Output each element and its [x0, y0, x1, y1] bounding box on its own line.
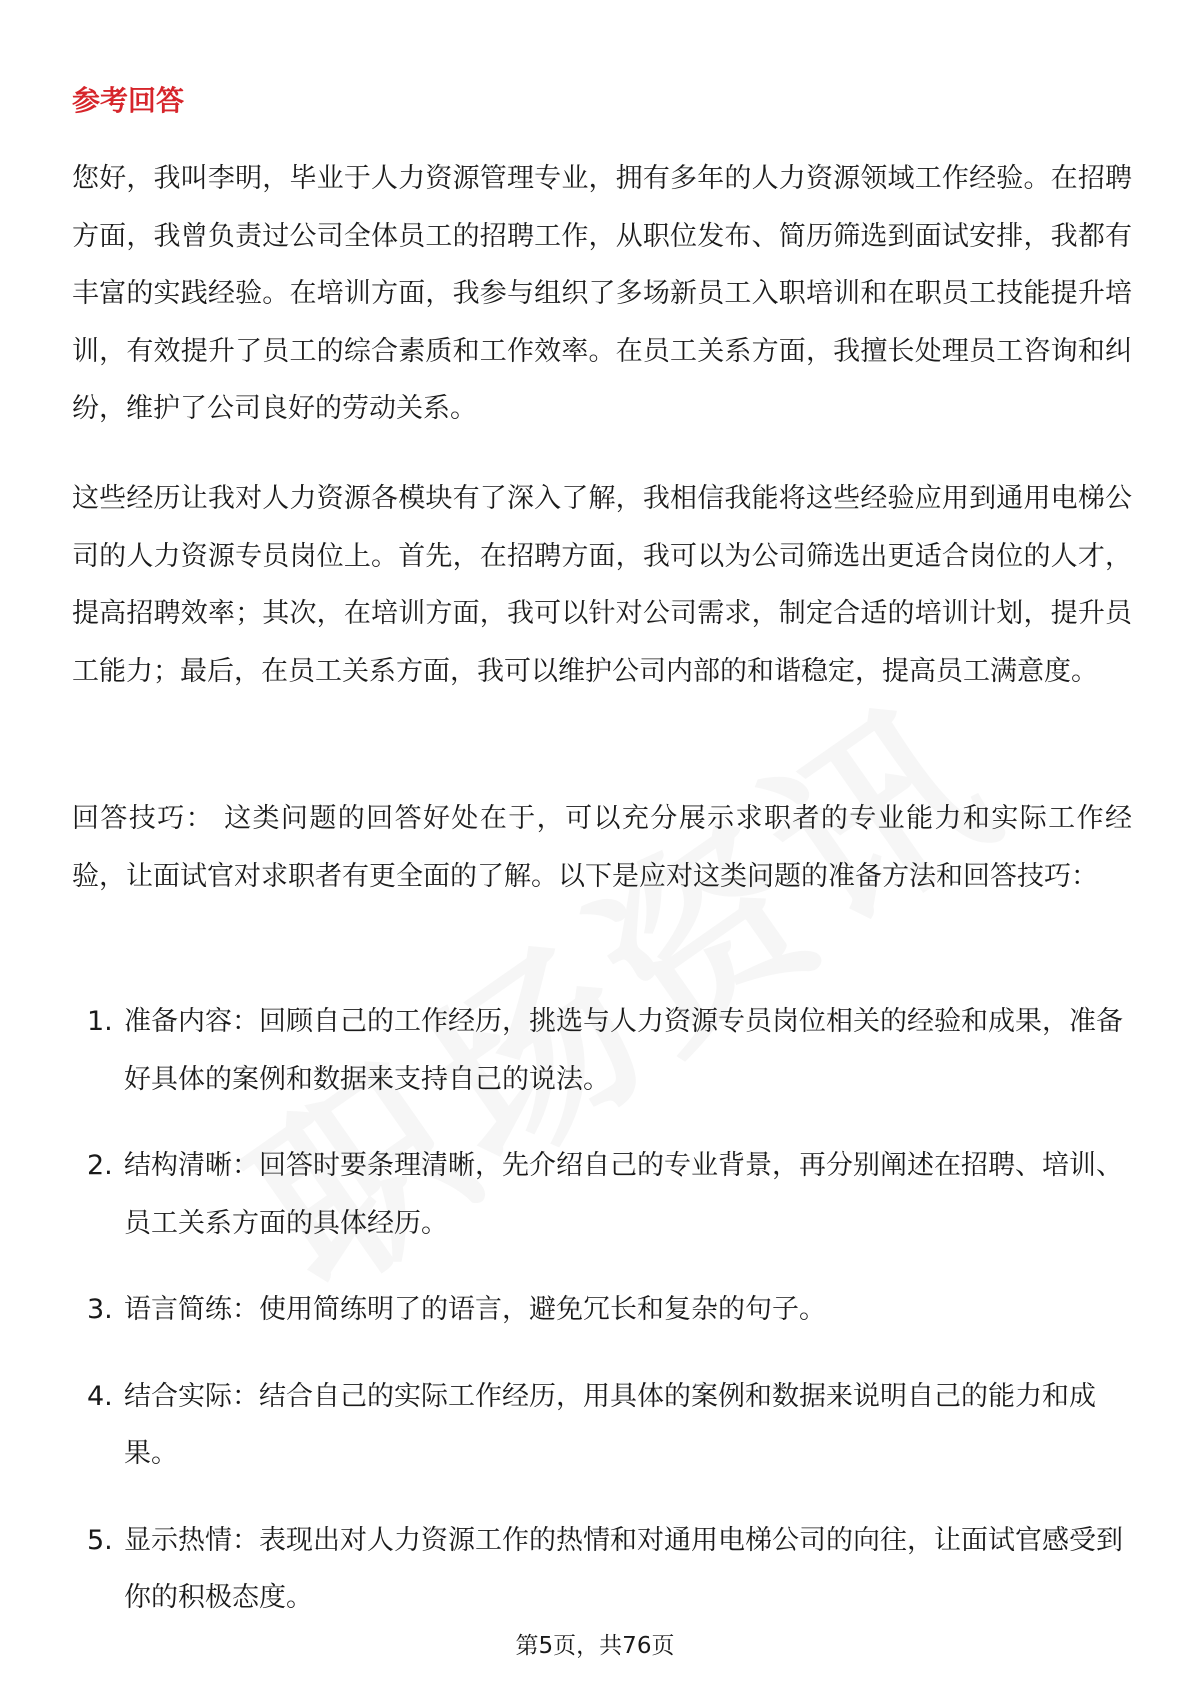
page-footer: 第5页，共76页	[515, 1633, 675, 1659]
list-item-text: 显示热情：表现出对人力资源工作的热情和对通用电梯公司的向往，让面试官感受到你的积极态度。	[124, 1524, 1123, 1613]
list-item	[72, 1281, 1132, 1339]
list-item	[72, 993, 1132, 1108]
section-title: 参考回答	[72, 84, 185, 117]
tips-list	[72, 993, 1132, 1656]
list-item-text: 结合实际：结合自己的实际工作经历，用具体的案例和数据来说明自己的能力和成果。	[124, 1380, 1096, 1469]
list-item	[72, 1512, 1132, 1627]
list-item-number: 3.	[87, 1294, 113, 1325]
list-item-number: 4.	[87, 1380, 113, 1412]
list-item	[72, 1137, 1132, 1252]
list-item-text: 语言简练：使用简练明了的语言，避免冗长和复杂的句子。	[124, 1294, 826, 1325]
list-item-number: 2.	[87, 1150, 113, 1181]
list-item-text: 结构清晰：回答时要条理清晰，先介绍自己的专业背景，再分别阐述在招聘、培训、员工关系方面的具体经历。	[124, 1150, 1123, 1239]
list-item-text: 准备内容：回顾自己的工作经历，挑选与人力资源专员岗位相关的经验和成果，准备好具体的案例和数据来支持自己的说法。	[124, 1006, 1123, 1095]
answer-paragraph-1: 您好，我叫李明，毕业于人力资源管理专业，拥有多年的人力资源领域工作经验。在招聘方面，我曾负责过公司全体员工的招聘工作，从职位发布、简历筛选到面试安排，我都有丰富的实践经验。在培训方面，我参与组织了多场新员工入职培训和在职员工技能提升培训，有效提升了员工的综合素质和工作效率。在员工关系方面，我擅长处理员工咨询和纠纷，维护了公司良好的劳动关系。	[72, 163, 1132, 424]
list-item	[72, 1368, 1132, 1483]
answer-tips-intro: 回答技巧： 这类问题的回答好处在于，可以充分展示求职者的专业能力和实际工作经验，让面试官对求职者有更全面的了解。以下是应对这类问题的准备方法和回答技巧：	[72, 803, 1132, 892]
list-item-number: 1.	[87, 1006, 113, 1037]
answer-paragraph-2: 这些经历让我对人力资源各模块有了深入了解，我相信我能将这些经验应用到通用电梯公司的人力资源专员岗位上。首先，在招聘方面，我可以为公司筛选出更适合岗位的人才，提高招聘效率；其次，在培训方面，我可以针对公司需求，制定合适的培训计划，提升员工能力；最后，在员工关系方面，我可以维护公司内部的和谐稳定，提高员工满意度。	[72, 483, 1132, 687]
list-item-number: 5.	[87, 1524, 113, 1556]
